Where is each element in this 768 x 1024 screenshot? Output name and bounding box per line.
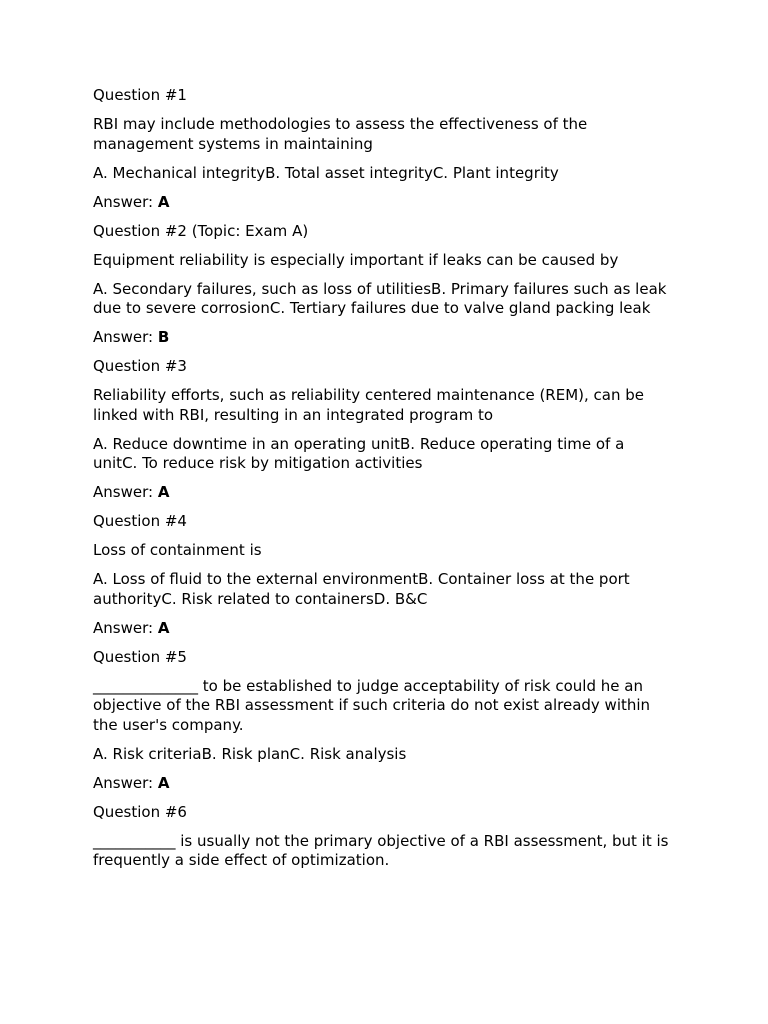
answer-label: Answer: xyxy=(93,618,158,637)
question-1 xyxy=(93,86,672,212)
question-options: A. Loss of fluid to the external environmentB. Container loss at the port authorityC. Risk related to containersD. B&C xyxy=(93,570,630,608)
answer-line xyxy=(93,193,672,213)
question-options: A. Secondary failures, such as loss of utilitiesB. Primary failures such as leak due to severe corrosionC. Tertiary failures due to valve gland packing leak xyxy=(93,279,667,317)
question-prompt: RBI may include methodologies to assess the effectiveness of the management systems in maintaining xyxy=(93,115,588,153)
question-heading: Question #4 xyxy=(93,512,187,530)
question-2 xyxy=(93,222,672,348)
answer-value: A xyxy=(157,192,170,211)
answer-value: A xyxy=(157,773,170,792)
question-prompt: ______________ to be established to judge acceptability of risk could he an objective of the RBI assessment if such criteria do not exist already within the user's company. xyxy=(93,676,651,734)
question-prompt: Reliability efforts, such as reliability centered maintenance (REM), can be linked with RBI, resulting in an integrated program to xyxy=(93,386,644,424)
answer-line xyxy=(93,774,672,794)
question-heading: Question #6 xyxy=(93,802,187,821)
answer-line xyxy=(93,483,672,503)
question-6 xyxy=(93,803,672,871)
answer-value: A xyxy=(157,618,170,637)
question-prompt: Equipment reliability is especially important if leaks can be caused by xyxy=(93,250,619,269)
answer-line xyxy=(93,619,672,639)
question-5 xyxy=(93,648,672,794)
answer-value: B xyxy=(157,328,170,346)
answer-label: Answer: xyxy=(93,483,158,501)
question-heading: Question #3 xyxy=(93,357,187,375)
answer-value: A xyxy=(157,483,170,501)
answer-label: Answer: xyxy=(93,192,158,211)
answer-line xyxy=(93,328,672,348)
question-prompt: ___________ is usually not the primary objective of a RBI assessment, but it is frequently a side effect of optimization. xyxy=(93,831,669,869)
answer-label: Answer: xyxy=(93,773,158,792)
question-heading: Question #5 xyxy=(93,647,187,666)
question-4 xyxy=(93,512,672,638)
answer-label: Answer: xyxy=(93,328,158,346)
question-prompt: Loss of containment is xyxy=(93,541,262,559)
question-heading: Question #2 (Topic: Exam A) xyxy=(93,221,309,240)
question-3 xyxy=(93,357,672,503)
question-options: A. Risk criteriaB. Risk planC. Risk analysis xyxy=(93,744,407,763)
question-heading: Question #1 xyxy=(93,86,187,104)
question-options: A. Mechanical integrityB. Total asset integrityC. Plant integrity xyxy=(93,163,559,182)
question-options: A. Reduce downtime in an operating unitB. Reduce operating time of a unitC. To reduce risk by mitigation activities xyxy=(93,434,625,472)
